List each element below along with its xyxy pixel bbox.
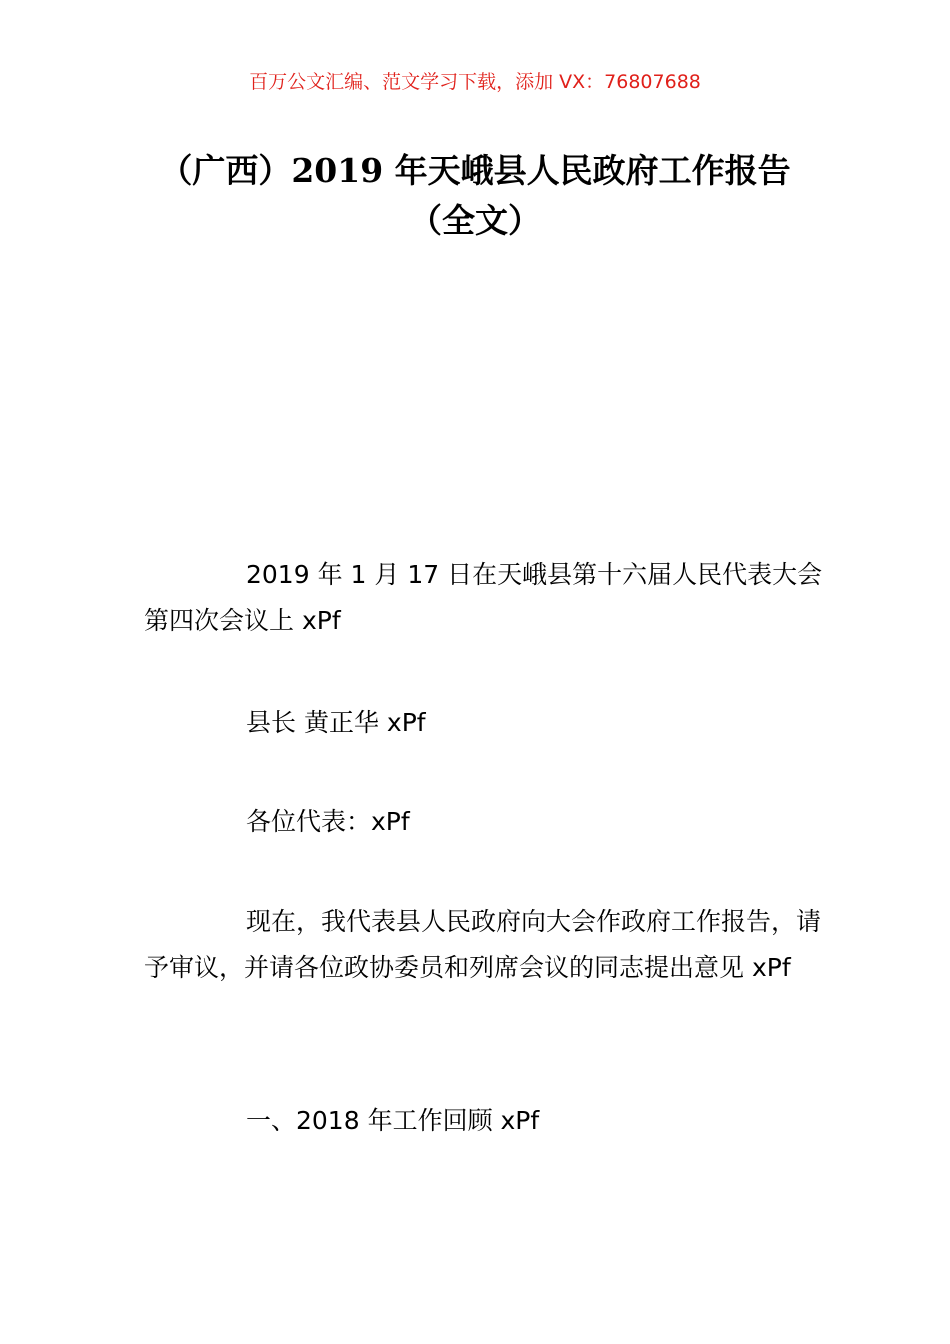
intro-text: 现在，我代表县人民政府向大会作政府工作报告，请予审议，并请各位政协委员和列席会议的同志提出意见 xPf [144,907,822,982]
document-title-subline: （全文） [409,201,541,240]
section-heading-text: 一、2018 年工作回顾 xPf [246,1106,540,1135]
paragraph-greeting [144,799,834,845]
paragraph-meeting [144,552,834,644]
speaker-text: 县长 黄正华 xPf [246,708,426,737]
meeting-text: 2019 年 1 月 17 日在天峨县第十六届人民代表大会第四次会议上 xPf [144,560,823,635]
greeting-text: 各位代表：xPf [246,807,410,836]
paragraph-intro [144,899,834,991]
header-note: 百万公文汇编、范文学习下载，添加 VX：76807688 [249,71,701,93]
paragraph-speaker [144,700,834,746]
section-heading [144,1098,834,1144]
document-title: （广西）2019 年天峨县人民政府工作报告 [159,151,791,190]
